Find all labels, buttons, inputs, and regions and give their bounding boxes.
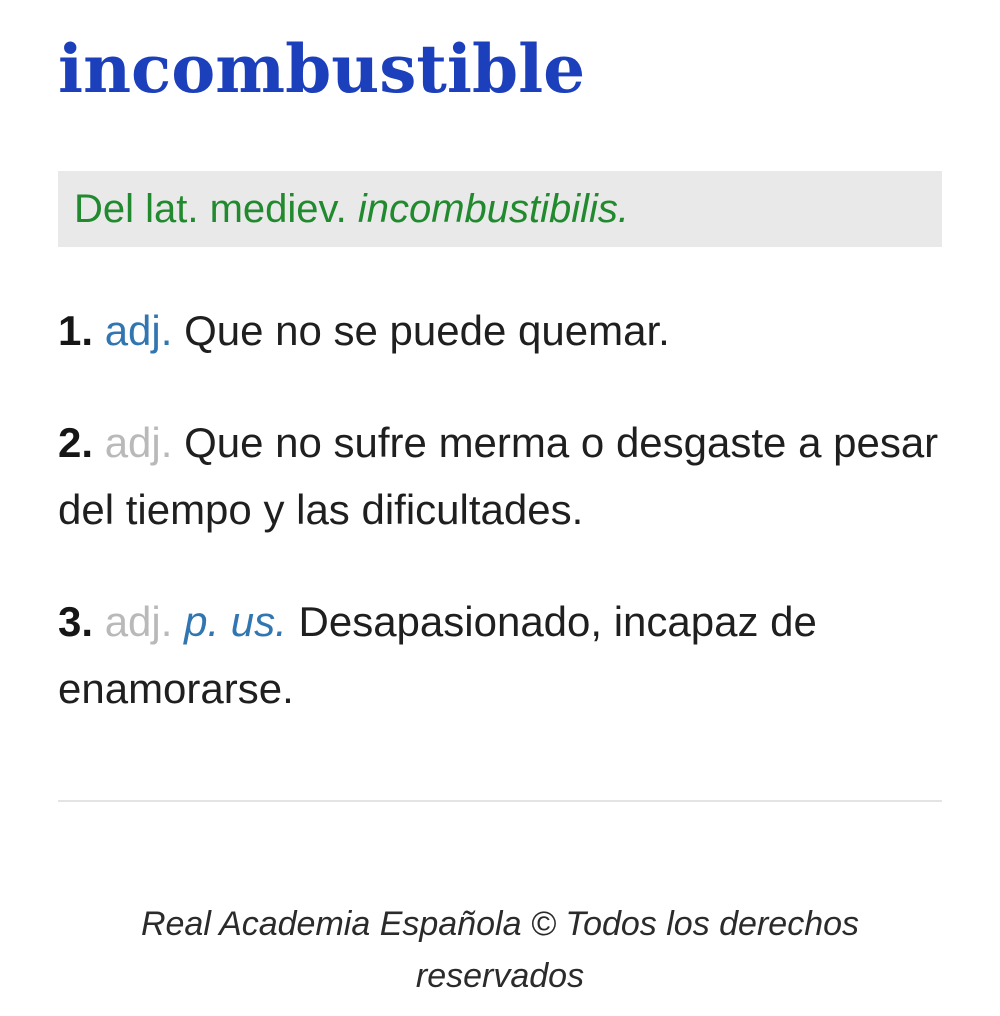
definition-1 xyxy=(58,297,942,364)
definitions-list xyxy=(58,297,942,722)
abbr-adj-link[interactable]: adj. xyxy=(104,598,173,646)
page-title: incombustible xyxy=(58,30,586,108)
abbr-adj-link[interactable]: adj. xyxy=(104,307,173,355)
dictionary-entry-page xyxy=(0,30,1000,1002)
definition-number: 1. xyxy=(58,307,94,355)
footer-divider xyxy=(58,800,942,802)
definition-number: 2. xyxy=(58,419,94,467)
definition-text: Desapasionado, incapaz de enamorarse. xyxy=(58,598,817,713)
copyright-footer: Real Academia Española © Todos los derechos reservados xyxy=(140,905,860,996)
definition-text: Que no sufre merma o desgaste a pesar del tiempo y las dificultades. xyxy=(58,419,939,534)
abbr-adj-link[interactable]: adj. xyxy=(104,419,173,467)
etymology-prefix: Del lat. mediev. xyxy=(74,187,358,232)
definition-3 xyxy=(58,588,942,722)
etymology-latin-term: incombustibilis. xyxy=(357,187,630,232)
definition-2 xyxy=(58,409,942,543)
definition-text: Que no se puede quemar. xyxy=(184,307,670,355)
definition-number: 3. xyxy=(58,598,94,646)
abbr-poco-usado-link[interactable]: p. us. xyxy=(184,598,287,646)
etymology-box xyxy=(58,171,942,247)
